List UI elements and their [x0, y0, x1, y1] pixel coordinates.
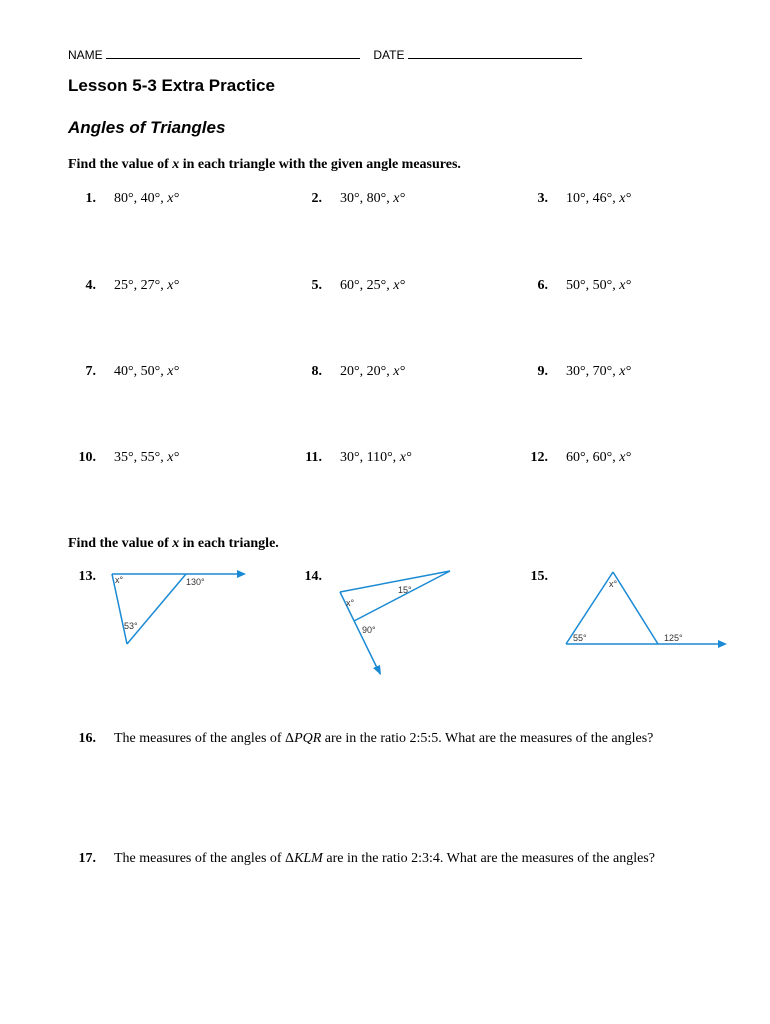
problem-angles [566, 278, 631, 294]
triangle-13-lines [112, 574, 242, 644]
triangle-figure-14 [330, 562, 460, 682]
angle-list: 35°, 55°, [114, 450, 168, 465]
angle-label: 90° [362, 625, 376, 635]
angle-label: 125° [664, 633, 683, 643]
problem-angles [340, 364, 405, 380]
problem-angles [566, 364, 631, 380]
arrow-head [718, 640, 727, 648]
unknown-angle: x° [619, 278, 632, 293]
name-field[interactable] [106, 47, 360, 59]
angle-list: 20°, 20°, [340, 364, 394, 379]
angle-list: 25°, 27°, [114, 278, 168, 293]
arrow-head [373, 665, 381, 675]
angle-list: 60°, 60°, [566, 450, 620, 465]
problem-number: 16. [78, 731, 96, 746]
problem-text: The measures of the angles of Δ [114, 731, 295, 746]
problem-angles [114, 450, 179, 466]
triangle-15-lines [566, 572, 722, 644]
problem-angles [566, 191, 631, 207]
unknown-angle: x° [619, 450, 632, 465]
header-line [68, 47, 582, 62]
problem-angles [340, 450, 412, 466]
problem-text: are in the ratio 2:3:4. What are the measures of the angles? [322, 851, 655, 866]
problem-number: 12. [530, 450, 548, 465]
angle-label: x° [609, 579, 618, 589]
problem-number: 9. [537, 364, 548, 379]
angle-label: 15° [398, 585, 412, 595]
unknown-angle: x° [619, 364, 632, 379]
angle-list: 80°, 40°, [114, 191, 168, 206]
angle-list: 40°, 50°, [114, 364, 168, 379]
unknown-angle: x° [167, 450, 180, 465]
page-title: Lesson 5-3 Extra Practice [68, 76, 275, 95]
instruction-text: Find the value of [68, 536, 173, 551]
angle-list: 60°, 25°, [340, 278, 394, 293]
angle-label: 53° [124, 621, 138, 631]
unknown-angle: x° [167, 278, 180, 293]
unknown-angle: x° [167, 364, 180, 379]
problem-number: 8. [311, 364, 322, 379]
instruction-text: in each triangle with the given angle measures. [179, 157, 461, 172]
unknown-angle: x° [167, 191, 180, 206]
problem-number: 1. [85, 191, 96, 206]
date-label: DATE [373, 48, 405, 62]
unknown-angle: x° [393, 364, 406, 379]
problem-text: are in the ratio 2:5:5. What are the measures of the angles? [321, 731, 654, 746]
problem-number: 15. [530, 569, 548, 584]
problem-angles [566, 450, 631, 466]
word-problem-17 [114, 851, 655, 867]
page-subtitle: Angles of Triangles [68, 118, 226, 137]
problem-angles [340, 191, 405, 207]
angle-list: 10°, 46°, [566, 191, 620, 206]
angle-label: 130° [186, 577, 205, 587]
date-field[interactable] [408, 47, 582, 59]
name-label: NAME [68, 48, 103, 62]
arrow-head [237, 570, 246, 578]
instruction-text: in each triangle. [179, 536, 279, 551]
problem-number: 7. [85, 364, 96, 379]
unknown-angle: x° [393, 278, 406, 293]
problem-angles [114, 278, 179, 294]
triangle-name: KLM [294, 851, 323, 866]
word-problem-16 [114, 731, 653, 747]
problem-number: 4. [85, 278, 96, 293]
instruction-text: Find the value of [68, 157, 173, 172]
instruction-variable: x [172, 536, 180, 551]
angle-list: 30°, 80°, [340, 191, 394, 206]
triangle-figure-13 [100, 562, 260, 652]
problem-number: 14. [304, 569, 322, 584]
problem-number: 2. [311, 191, 322, 206]
section1-instruction [68, 157, 461, 173]
problem-number: 6. [537, 278, 548, 293]
angle-list: 30°, 110°, [340, 450, 400, 465]
triangle-14-lines [340, 571, 450, 674]
triangle-name: PQR [294, 731, 322, 746]
unknown-angle: x° [399, 450, 412, 465]
unknown-angle: x° [393, 191, 406, 206]
problem-angles [340, 278, 405, 294]
angle-list: 50°, 50°, [566, 278, 620, 293]
section2-instruction [68, 536, 279, 552]
problem-number: 10. [78, 450, 96, 465]
problem-number: 17. [78, 851, 96, 866]
angle-label: x° [115, 575, 124, 585]
unknown-angle: x° [619, 191, 632, 206]
problem-angles [114, 364, 179, 380]
problem-angles [114, 191, 179, 207]
triangle-figure-15 [558, 562, 738, 652]
instruction-variable: x [172, 157, 180, 172]
problem-number: 11. [305, 450, 322, 465]
angle-list: 30°, 70°, [566, 364, 620, 379]
problem-text: The measures of the angles of Δ [114, 851, 295, 866]
problem-number: 5. [311, 278, 322, 293]
angle-label: x° [346, 598, 355, 608]
angle-label: 55° [573, 633, 587, 643]
problem-number: 3. [537, 191, 548, 206]
problem-number: 13. [78, 569, 96, 584]
